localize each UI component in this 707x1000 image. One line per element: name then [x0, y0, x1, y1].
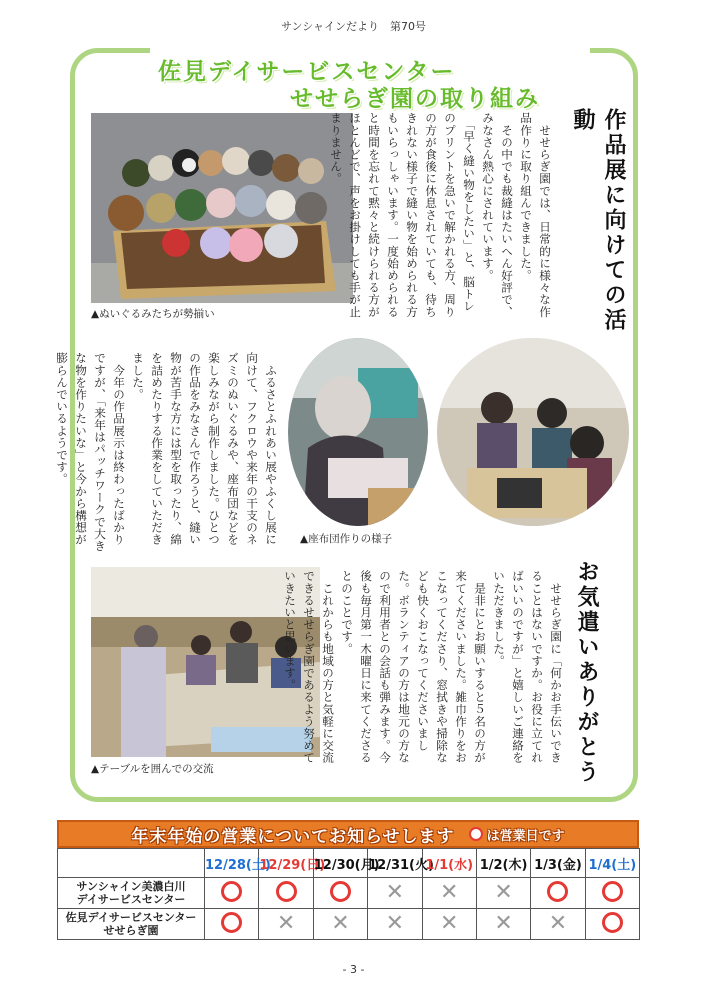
closed-x-icon: ✕	[494, 880, 513, 905]
schedule-row	[58, 909, 640, 940]
date-header	[476, 849, 530, 878]
cushion-making-photo	[288, 338, 428, 526]
closed-x-icon: ✕	[439, 880, 459, 905]
group-sewing-photo	[437, 338, 629, 526]
date-header	[259, 849, 326, 878]
date-header	[422, 849, 476, 878]
section-heading-exhibition: 作品展に向けての活動	[570, 108, 627, 333]
closed-x-icon: ✕	[331, 911, 350, 936]
closed-x-icon: ✕	[439, 911, 459, 936]
page-number: - 3 -	[342, 963, 365, 976]
schedule-cell	[259, 878, 313, 909]
closed-x-icon: ✕	[494, 911, 513, 936]
schedule-row	[58, 878, 640, 909]
closed-x-icon: ✕	[385, 880, 405, 905]
notice-title-bar	[57, 820, 639, 848]
schedule-cell	[585, 878, 639, 909]
photo-caption-stuffed-animals: ▲ぬいぐるみたちが勢揃い	[91, 308, 215, 320]
schedule-cell	[313, 909, 367, 940]
open-circle-icon	[330, 881, 351, 902]
open-circle-icon	[221, 881, 242, 902]
schedule-table	[57, 848, 640, 940]
date-header	[368, 849, 434, 878]
facility-name-line1: 佐見デイサービスセンター	[65, 911, 197, 924]
schedule-cell	[585, 909, 639, 940]
date-header	[313, 849, 380, 878]
schedule-cell	[368, 878, 422, 909]
date-label: 12/31(火)	[368, 857, 434, 873]
section-body-volunteers: せせらぎ園に「何かお手伝いできることはないですか。お役に立てればいいのですが」と嬉しいご連絡をいただきました。 是非にとお願いすると５名の方が来てくださいました。雑巾作りをおこなってくださり、窓拭きや掃除なども快くおこなってくださいました。ボランティアの方は地元の方なので利用者との会話も弾みます。今後も毎月第一木曜日に来てくださるとのことです。 これからも地域の方と気軽に交流できるせせらぎ園であるよう努めていきたいと思います。	[283, 570, 563, 764]
open-circle-icon	[221, 912, 242, 933]
schedule-cell	[531, 878, 585, 909]
date-label: 1/1(水)	[425, 857, 474, 873]
closed-x-icon: ✕	[548, 911, 568, 936]
date-header	[585, 849, 639, 878]
schedule-header-row	[58, 849, 640, 878]
date-label: 12/28(土)	[205, 857, 271, 873]
section-body-crafts: ふるさとふれあい展やふくし展に向けて、フクロウや来年の干支のネズミのぬいぐるみや、座布団などを楽しみながら制作しました。ひとつの作品をみなさんで作ろうと、縫い物が苦手な方には型を取ったり、綿を詰めたりする作業をしていただきました。 今年の作品展示は終わったばかりですが、「来年はパッチワークで大きな物を作りたいな」と今から構想が膨らんでいるようです。	[55, 352, 278, 552]
holiday-schedule-notice	[57, 820, 639, 944]
section-heading-thanks: お気遣いありがとう	[574, 560, 600, 785]
schedule-cell	[368, 909, 422, 940]
schedule-cell	[205, 878, 259, 909]
stuffed-animals-photo	[91, 113, 353, 303]
open-circle-icon	[547, 881, 568, 902]
open-circle-icon	[602, 881, 623, 902]
photo-caption-table: ▲テーブルを囲んでの交流	[91, 763, 214, 775]
notice-legend-text: は営業日です	[486, 828, 565, 844]
facility-name-line2: せせらぎ園	[103, 924, 159, 937]
closed-x-icon: ✕	[276, 911, 296, 936]
photo-caption-cushion: ▲座布団作りの様子	[300, 533, 393, 545]
schedule-cell	[205, 909, 259, 940]
page-title-line2: せせらぎ園の取り組み	[290, 86, 540, 112]
notice-title: 年末年始の営業についてお知らせします	[131, 826, 455, 847]
date-label: 12/29(日)	[259, 857, 326, 873]
facility-name	[58, 909, 205, 940]
schedule-cell	[313, 878, 367, 909]
schedule-cell	[476, 909, 530, 940]
schedule-cell	[531, 909, 585, 940]
page-title-line1: 佐見デイサービスセンター	[158, 59, 456, 85]
date-header	[531, 849, 585, 878]
date-label: 1/2(木)	[479, 857, 528, 873]
schedule-cell	[422, 909, 476, 940]
schedule-cell	[259, 909, 313, 940]
open-circle-icon	[602, 912, 623, 933]
facility-name-line2: デイサービスセンター	[76, 893, 186, 906]
facility-name-line1: サンシャイン美濃白川	[76, 880, 186, 893]
date-label: 12/30(月)	[313, 857, 380, 873]
date-label: 1/4(土)	[588, 857, 637, 873]
open-circle-icon	[276, 881, 297, 902]
section-body-exhibition: せせらぎ園では、日常的に様々な作品作りに取り組んできました。 その中でも裁縫はたいへん好評で、みなさん熱心にされています。 「早く縫い物をしたい」と、脳トレのプリントを急いで解かれる方、周りの方が食後に休息されていても、待ちきれない様子で縫い物を始められる方もいらっしゃいます。一度始められると時間を忘れて黙々と続けられる方がほとんどで、声をお掛けしても手が止まりません。	[329, 112, 552, 318]
schedule-cell	[422, 878, 476, 909]
newsletter-header: サンシャインだより 第70号	[281, 20, 426, 33]
schedule-corner-cell	[58, 849, 205, 878]
notice-legend	[469, 825, 565, 844]
date-label: 1/3(金)	[534, 857, 582, 873]
date-header	[205, 849, 271, 878]
schedule-cell	[476, 878, 530, 909]
facility-name	[58, 878, 205, 909]
open-circle-icon	[469, 827, 483, 841]
closed-x-icon: ✕	[385, 911, 405, 936]
